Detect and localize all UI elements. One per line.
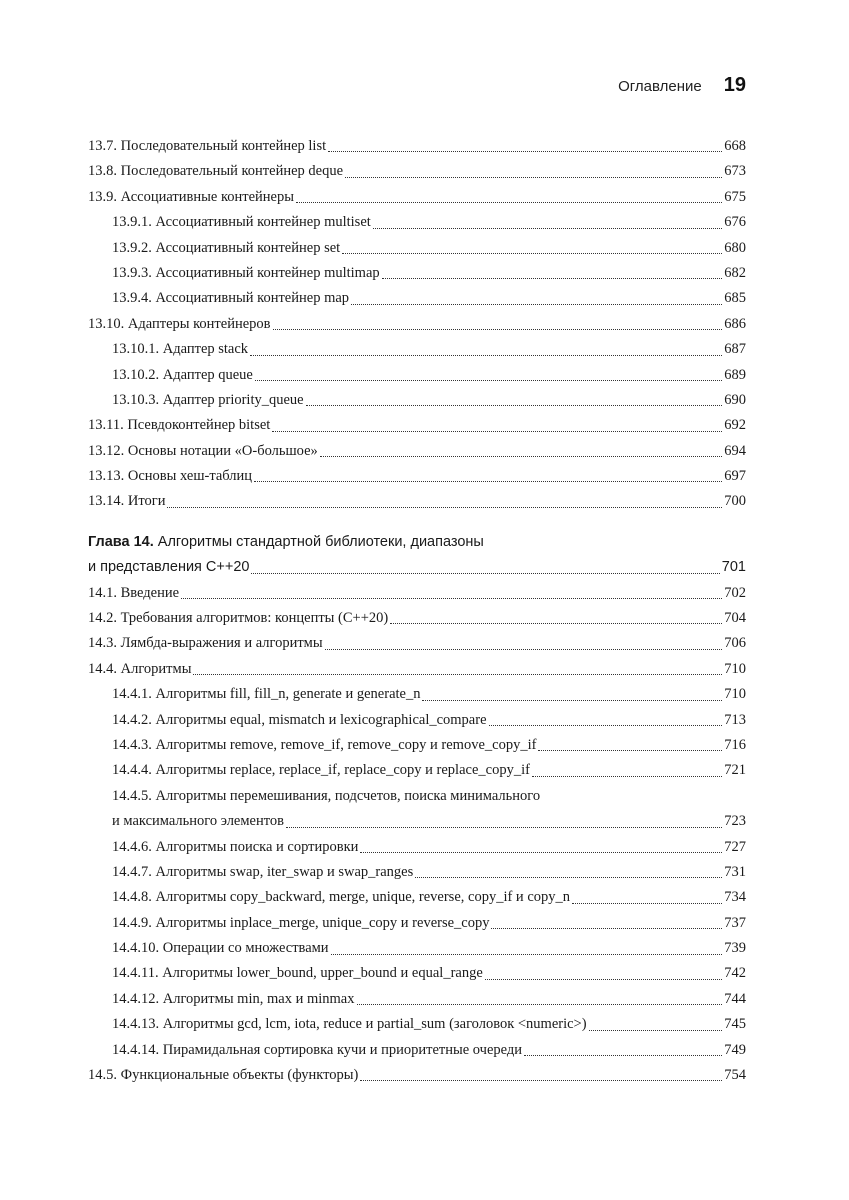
dot-leader [255, 380, 722, 381]
toc-entry-page: 754 [724, 1067, 746, 1084]
dot-leader [589, 1030, 723, 1031]
toc-entry-title: 13.8. Последовательный контейнер deque [88, 163, 344, 180]
toc-entry-page: 692 [724, 417, 746, 434]
toc-entry [88, 185, 746, 210]
toc-entry-title: 14.4.8. Алгоритмы copy_backward, merge, unique, reverse, copy_if и copy_n [112, 889, 571, 906]
dot-leader [415, 877, 722, 878]
toc-entry-title: 13.9.2. Ассоциативный контейнер set [112, 239, 341, 256]
dot-leader [572, 903, 722, 904]
toc-entry-page: 723 [724, 813, 746, 830]
toc-entry [88, 936, 746, 961]
toc-entry-title: 14.4.3. Алгоритмы remove, remove_if, remove_copy и remove_copy_if [112, 736, 537, 753]
dot-leader [250, 355, 722, 356]
toc-entry [88, 489, 746, 514]
toc-entry-title: 14.4.13. Алгоритмы gcd, lcm, iota, reduce и partial_sum (заголовок <numeric>) [112, 1016, 587, 1033]
toc-entry-title: 13.10.1. Адаптер stack [112, 341, 249, 358]
dot-leader [485, 979, 722, 980]
toc-entry-page: 685 [724, 290, 746, 307]
toc-entry [88, 134, 746, 159]
chapter-label: Глава 14. [88, 533, 154, 550]
toc-entry-page: 742 [724, 965, 746, 982]
toc-entry [88, 860, 746, 885]
toc-entry-page: 680 [724, 239, 746, 256]
dot-leader [342, 253, 722, 254]
dot-leader [272, 431, 722, 432]
toc-entry-page: 710 [724, 660, 746, 677]
toc-entry-page: 704 [724, 610, 746, 627]
dot-leader [532, 776, 722, 777]
toc-entry [88, 1012, 746, 1037]
toc-entry [88, 1063, 746, 1088]
toc-entry [88, 606, 746, 631]
toc-entry-title: 14.4.1. Алгоритмы fill, fill_n, generate и generate_n [112, 686, 421, 703]
toc-section-14-part2 [88, 835, 746, 1089]
dot-leader [491, 928, 722, 929]
toc-entry-page: 673 [724, 163, 746, 180]
toc-entry-page: 700 [724, 493, 746, 510]
toc-entry-page: 749 [724, 1041, 746, 1058]
dot-leader [422, 700, 722, 701]
toc-entry [88, 631, 746, 656]
toc-entry-page: 716 [724, 736, 746, 753]
toc-entry-page: 686 [724, 315, 746, 332]
toc-section-14-part1 [88, 581, 746, 784]
dot-leader [181, 598, 722, 599]
toc-entry [88, 388, 746, 413]
toc-entry-page: 727 [724, 838, 746, 855]
toc-entry-title: 14.4.2. Алгоритмы equal, mismatch и lexicographical_compare [112, 711, 487, 728]
toc-entry-title: 13.10.3. Адаптер priority_queue [112, 391, 304, 408]
toc-entry-title: 13.7. Последовательный контейнер list [88, 137, 327, 154]
toc-entry-title: 14.4.10. Операции со множествами [112, 940, 329, 957]
toc-chapter-14-heading [88, 530, 746, 581]
toc-entry-title: 13.12. Основы нотации «O-большое» [88, 442, 318, 459]
dot-leader [357, 1004, 723, 1005]
toc-entry-title: 13.10. Адаптеры контейнеров [88, 315, 271, 332]
toc-entry-page: 739 [724, 940, 746, 957]
toc-entry-page: 682 [724, 264, 746, 281]
toc-entry-page: 689 [724, 366, 746, 383]
toc-entry [88, 835, 746, 860]
running-header-title: Оглавление [618, 78, 702, 95]
toc-entry [88, 159, 746, 184]
dot-leader [325, 649, 723, 650]
toc-entry [88, 885, 746, 910]
dot-leader [286, 827, 722, 828]
toc-entry-title: 14.4.11. Алгоритмы lower_bound, upper_bound и equal_range [112, 965, 483, 982]
toc-entry [88, 312, 746, 337]
dot-leader [328, 151, 722, 152]
dot-leader [360, 1080, 722, 1081]
toc-entry-page: 706 [724, 635, 746, 652]
toc-entry-title: 13.9. Ассоциативные контейнеры [88, 188, 294, 205]
toc-entry-page: 676 [724, 214, 746, 231]
chapter-title-line2: и представления C++20 [88, 559, 250, 576]
dot-leader [345, 177, 722, 178]
toc-entry-title: 13.10.2. Адаптер queue [112, 366, 253, 383]
dot-leader [382, 278, 723, 279]
toc-entry-page: 734 [724, 889, 746, 906]
toc-entry-title: 13.9.1. Ассоциативный контейнер multiset [112, 214, 371, 231]
toc-entry [88, 911, 746, 936]
section-gap [88, 515, 746, 530]
dot-leader [251, 573, 719, 574]
toc-entry-page: 745 [724, 1016, 746, 1033]
toc-entry-title: 14.4.14. Пирамидальная сортировка кучи и приоритетные очереди [112, 1041, 523, 1058]
dot-leader [524, 1055, 722, 1056]
toc-entry [88, 363, 746, 388]
dot-leader [193, 674, 722, 675]
dot-leader [296, 202, 722, 203]
toc-entry-title: 14.4.4. Алгоритмы replace, replace_if, replace_copy и replace_copy_if [112, 762, 530, 779]
toc-entry [88, 987, 746, 1012]
toc-entry-title: 14.3. Лямбда-выражения и алгоритмы [88, 635, 323, 652]
toc-entry-page: 675 [724, 188, 746, 205]
toc-entry-14-4-5 [88, 784, 746, 835]
dot-leader [360, 852, 722, 853]
toc-entry-page: 737 [724, 914, 746, 931]
toc-entry-page: 731 [724, 863, 746, 880]
toc-entry-page: 687 [724, 341, 746, 358]
toc-entry-title: 13.14. Итоги [88, 493, 166, 510]
toc-entry [88, 657, 746, 682]
toc-entry [88, 962, 746, 987]
toc-entry-title: 14.4.7. Алгоритмы swap, iter_swap и swap_ranges [112, 863, 414, 880]
toc-entry [88, 286, 746, 311]
toc-entry-title: 14.5. Функциональные объекты (функторы) [88, 1067, 359, 1084]
dot-leader [306, 405, 723, 406]
toc-entry-title: 13.11. Псевдоконтейнер bitset [88, 417, 271, 434]
toc-entry-page: 721 [724, 762, 746, 779]
toc-entry-page: 697 [724, 468, 746, 485]
toc-entry-page: 710 [724, 686, 746, 703]
dot-leader [390, 623, 722, 624]
toc-entry-title: 13.9.4. Ассоциативный контейнер map [112, 290, 350, 307]
chapter-title-line1: Алгоритмы стандартной библиотеки, диапазоны [153, 533, 484, 550]
running-header [618, 74, 746, 97]
toc-entry-page: 694 [724, 442, 746, 459]
toc-entry [88, 1038, 746, 1063]
toc-entry [88, 439, 746, 464]
toc-entry [88, 581, 746, 606]
chapter-page: 701 [721, 559, 746, 576]
dot-leader [373, 228, 722, 229]
toc-section-13 [88, 134, 746, 515]
toc-entry-page: 690 [724, 391, 746, 408]
dot-leader [320, 456, 722, 457]
dot-leader [331, 954, 723, 955]
toc-entry-title: 14.1. Введение [88, 584, 180, 601]
toc-entry [88, 337, 746, 362]
toc-entry-page: 713 [724, 711, 746, 728]
toc-entry-page: 668 [724, 137, 746, 154]
toc-entry-title: 14.2. Требования алгоритмов: концепты (C++20) [88, 610, 389, 627]
dot-leader [273, 329, 723, 330]
toc-entry [88, 413, 746, 438]
toc-entry [88, 708, 746, 733]
toc-entry-title: 13.13. Основы хеш-таблиц [88, 468, 253, 485]
toc-entry-title: 14.4.6. Алгоритмы поиска и сортировки [112, 838, 359, 855]
toc-entry [88, 682, 746, 707]
dot-leader [489, 725, 723, 726]
table-of-contents [88, 134, 746, 1088]
toc-entry-page: 702 [724, 584, 746, 601]
toc-entry [88, 464, 746, 489]
toc-entry-title: 14.4.9. Алгоритмы inplace_merge, unique_copy и reverse_copy [112, 914, 490, 931]
dot-leader [351, 304, 722, 305]
toc-entry [88, 261, 746, 286]
toc-entry-page: 744 [724, 990, 746, 1007]
toc-entry [88, 236, 746, 261]
dot-leader [254, 481, 722, 482]
dot-leader [167, 507, 722, 508]
toc-entry [88, 758, 746, 783]
toc-entry-title: 14.4. Алгоритмы [88, 660, 192, 677]
toc-entry-title: 14.4.12. Алгоритмы min, max и minmax [112, 990, 355, 1007]
toc-entry [88, 733, 746, 758]
dot-leader [538, 750, 722, 751]
toc-entry-line2: и максимального элементов [112, 813, 284, 830]
toc-entry-title: 13.9.3. Ассоциативный контейнер multimap [112, 264, 380, 281]
page-number: 19 [723, 74, 746, 96]
toc-entry [88, 210, 746, 235]
toc-entry-line1: 14.4.5. Алгоритмы перемешивания, подсчетов, поиска минимального [112, 787, 541, 804]
